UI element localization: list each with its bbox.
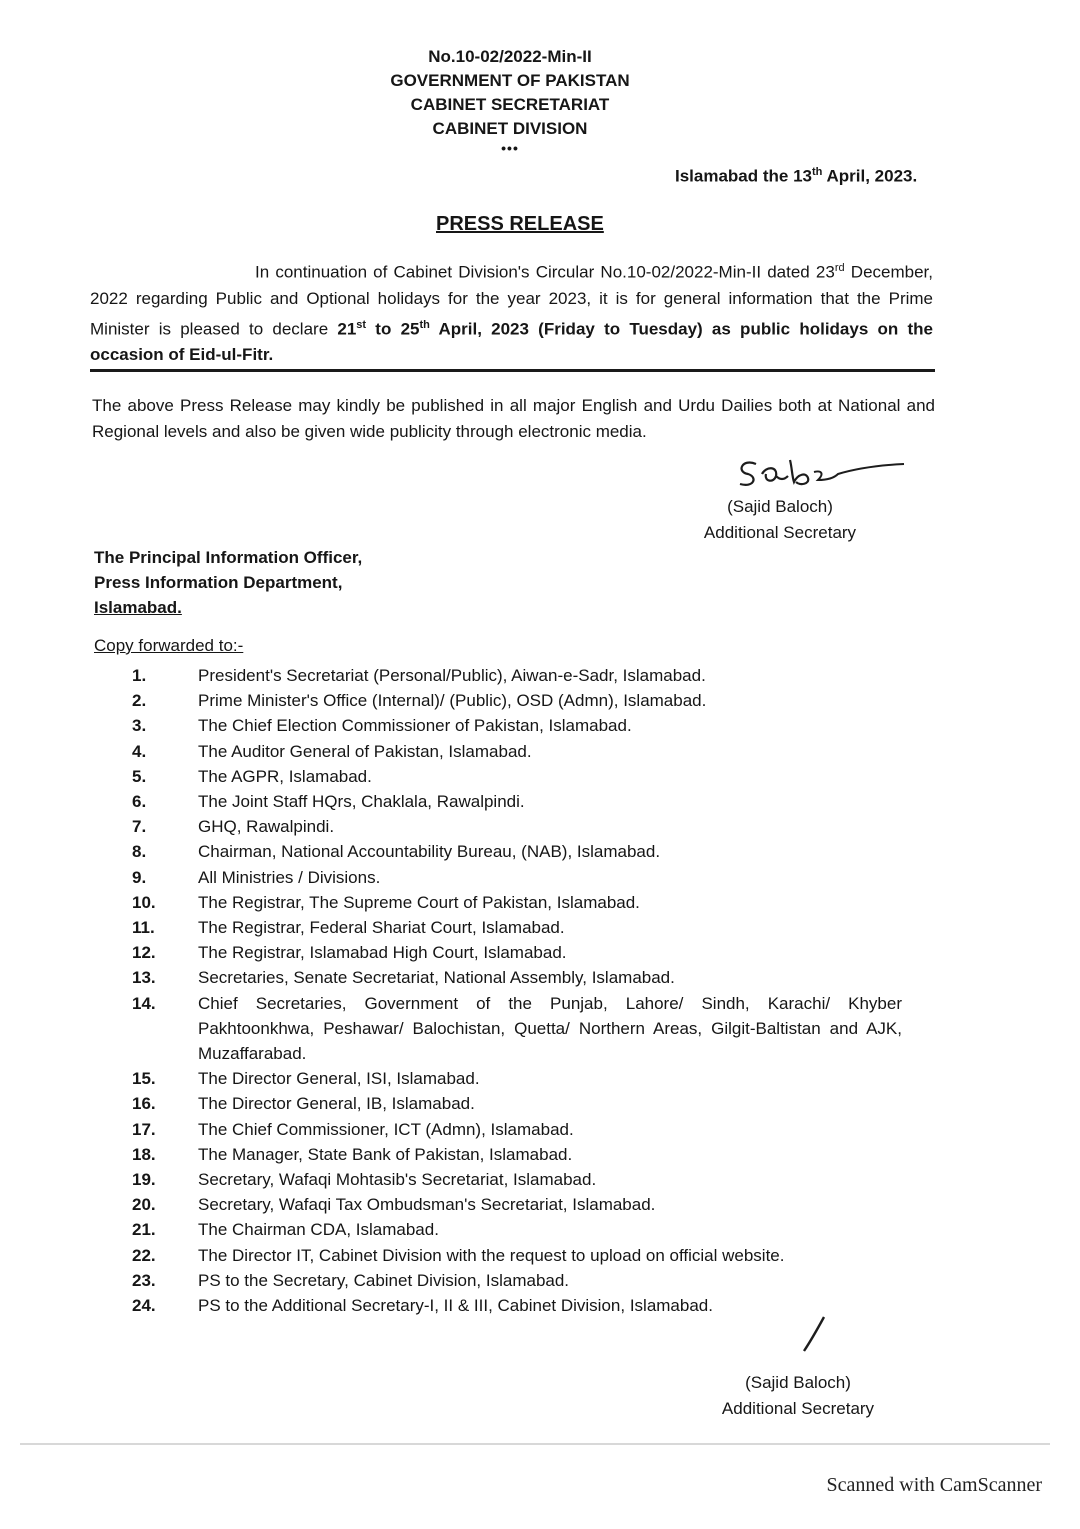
list-item <box>132 940 902 965</box>
list-item-text: Prime Minister's Office (Internal)/ (Public), OSD (Admn), Islamabad. <box>198 691 707 711</box>
list-item <box>132 890 902 915</box>
list-item-number: 13. <box>132 968 156 988</box>
list-item-text: President's Secretariat (Personal/Public), Aiwan-e-Sadr, Islamabad. <box>198 666 706 685</box>
addressee-line-2: Press Information Department, <box>94 573 343 592</box>
reference-number: No.10-02/2022-Min-II <box>428 47 592 66</box>
list-item-text: The Joint Staff HQrs, Chaklala, Rawalpindi. <box>198 792 525 812</box>
division-heading: CABINET DIVISION <box>432 119 588 138</box>
list-item-number: 17. <box>132 1119 156 1139</box>
list-item <box>132 764 902 789</box>
list-item-text: PS to the Additional Secretary-I, II & III, Cabinet Division, Islamabad. <box>198 1296 713 1316</box>
list-item-number: 18. <box>132 1144 156 1164</box>
list-item-number: 1. <box>132 666 147 685</box>
list-item-number: 14. <box>132 993 156 1013</box>
list-item-text: The Chief Election Commissioner of Pakistan, Islamabad. <box>198 716 632 736</box>
publication-instruction: The above Press Release may kindly be published in all major English and Urdu Dailies both at National and Regional levels and also be given wide publicity through electronic media. <box>92 396 935 441</box>
list-item <box>132 1091 902 1116</box>
list-item-text: The Registrar, Islamabad High Court, Islamabad. <box>198 943 567 963</box>
signature-scribble-1 <box>718 452 908 494</box>
list-item-number: 9. <box>132 867 147 887</box>
list-item-number: 10. <box>132 892 156 912</box>
list-item-text: The Chairman CDA, Islamabad. <box>198 1220 439 1240</box>
list-item <box>132 1243 902 1268</box>
list-item <box>132 814 902 839</box>
list-item-text: Secretary, Wafaqi Mohtasib's Secretariat, Islamabad. <box>198 1170 597 1190</box>
list-item-number: 6. <box>132 792 147 812</box>
list-item-number: 11. <box>132 918 155 938</box>
signatory-name: (Sajid Baloch) <box>727 497 833 516</box>
list-item <box>132 915 902 940</box>
signatory-title: Additional Secretary <box>721 1399 875 1418</box>
list-item-text: The Auditor General of Pakistan, Islamabad. <box>198 741 532 761</box>
list-item <box>132 991 902 1067</box>
list-item <box>132 663 902 688</box>
page-title: PRESS RELEASE <box>436 213 604 235</box>
divider-rule <box>90 369 935 372</box>
list-item-number: 3. <box>132 716 147 736</box>
list-item-number: 2. <box>132 691 147 711</box>
list-item <box>132 1117 902 1142</box>
list-item-number: 20. <box>132 1195 156 1215</box>
list-item <box>132 688 902 713</box>
distribution-list <box>132 663 902 1318</box>
signature-scribble-2 <box>796 1314 830 1354</box>
addressee-line-1: The Principal Information Officer, <box>94 548 363 567</box>
list-item <box>132 965 902 990</box>
list-item-number: 19. <box>132 1170 156 1190</box>
list-item-number: 21. <box>132 1220 156 1240</box>
list-item-number: 16. <box>132 1094 156 1114</box>
list-item <box>132 1192 902 1217</box>
list-item-text: The Director General, ISI, Islamabad. <box>198 1069 480 1089</box>
list-item-text: The Director IT, Cabinet Division with the request to upload on official website. <box>198 1245 785 1265</box>
list-item-number: 4. <box>132 741 147 761</box>
list-item <box>132 739 902 764</box>
signatory-name: (Sajid Baloch) <box>745 1373 851 1392</box>
list-item <box>132 1268 902 1293</box>
addressee-line-3: Islamabad. <box>94 598 182 617</box>
list-item-text: Secretaries, Senate Secretariat, National Assembly, Islamabad. <box>198 968 675 988</box>
list-item-number: 5. <box>132 766 147 786</box>
list-item-text: The Registrar, Federal Shariat Court, Islamabad. <box>198 918 565 938</box>
government-heading: GOVERNMENT OF PAKISTAN <box>390 71 630 90</box>
list-item-number: 23. <box>132 1270 156 1290</box>
list-item-number: 8. <box>132 842 147 862</box>
copy-forwarded-heading: Copy forwarded to:- <box>94 636 244 655</box>
list-item-text: The Registrar, The Supreme Court of Pakistan, Islamabad. <box>198 892 640 912</box>
list-item-number: 7. <box>132 817 147 837</box>
list-item <box>132 1066 902 1091</box>
list-item <box>132 1142 902 1167</box>
list-item-text: PS to the Secretary, Cabinet Division, Islamabad. <box>198 1270 570 1290</box>
signature-block-2 <box>698 1370 898 1422</box>
list-item <box>132 839 902 864</box>
list-item <box>132 865 902 890</box>
list-item-text: Secretary, Wafaqi Tax Ombudsman's Secretariat, Islamabad. <box>198 1195 656 1215</box>
list-item-number: 15. <box>132 1069 156 1089</box>
secretariat-heading: CABINET SECRETARIAT <box>410 95 610 114</box>
list-item <box>132 789 902 814</box>
list-item-number: 22. <box>132 1245 156 1265</box>
list-item-text: Chief Secretaries, Government of the Punjab, Lahore/ Sindh, Karachi/ Khyber Pakhtoonkhwa, Peshawar/ Balochistan, Quetta/ Northern Areas, Gilgit-Baltistan and AJK, Muzaffarabad. <box>198 993 902 1064</box>
issue-date: Islamabad the 13th April, 2023. <box>675 166 918 186</box>
list-item-text: The Director General, IB, Islamabad. <box>198 1094 475 1114</box>
signatory-title: Additional Secretary <box>703 523 857 542</box>
list-item-number: 12. <box>132 943 156 963</box>
list-item-text: GHQ, Rawalpindi. <box>198 817 335 837</box>
list-item-text: The Manager, State Bank of Pakistan, Islamabad. <box>198 1144 573 1164</box>
list-item-number: 24. <box>132 1296 156 1316</box>
signature-block-1 <box>680 494 880 546</box>
page-bottom-edge <box>20 1443 1050 1445</box>
list-item-text: All Ministries / Divisions. <box>198 867 381 887</box>
list-item-text: The Chief Commissioner, ICT (Admn), Islamabad. <box>198 1119 574 1139</box>
list-item-text: The AGPR, Islamabad. <box>198 766 372 786</box>
list-item <box>132 1167 902 1192</box>
list-item-text: Chairman, National Accountability Bureau, (NAB), Islamabad. <box>198 842 661 862</box>
addressee-block <box>94 545 362 620</box>
list-item <box>132 713 902 738</box>
scanner-watermark: Scanned with CamScanner <box>826 1474 1042 1496</box>
list-item <box>132 1217 902 1242</box>
separator-dots: ••• <box>501 140 519 156</box>
press-release-body: In continuation of Cabinet Division's Circular No.10-02/2022-Min-II dated 23rd December, 2022 regarding Public and Optional holidays for the year 2023, it is for general information that the Prime Minister is pleased to declare 21st to 25th April, 2023 (Friday to Tuesday) as public holidays on the occasion of Eid-ul-Fitr. <box>90 262 934 365</box>
list-item <box>132 1293 902 1318</box>
